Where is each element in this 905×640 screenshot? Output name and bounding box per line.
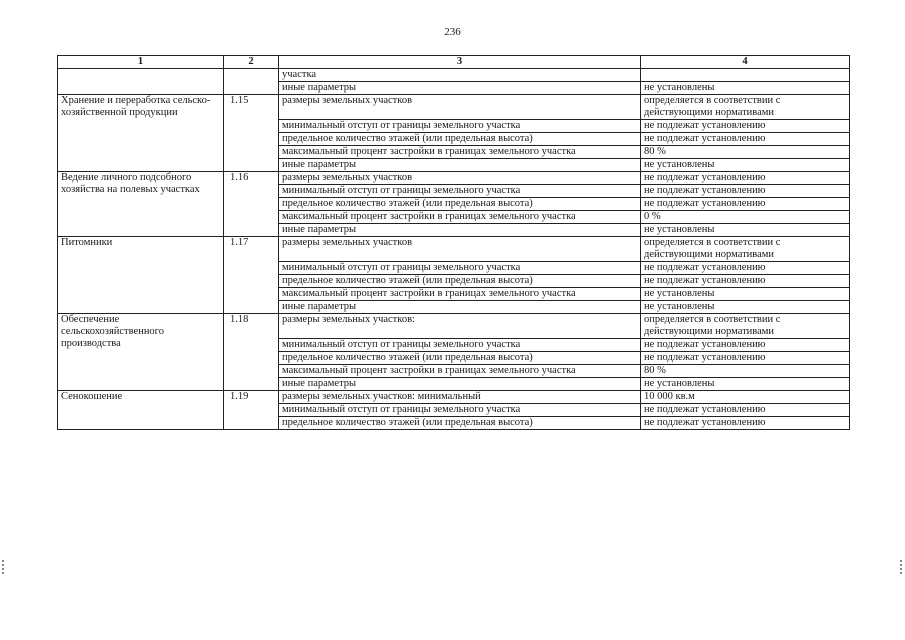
- land-use-cell: Ведение личного подсобного хозяйства на полевых участках: [58, 172, 224, 237]
- value-cell: [641, 69, 850, 82]
- header-col-2: 2: [224, 56, 279, 69]
- zoning-parameters-table: [57, 55, 850, 430]
- parameter-cell: минимальный отступ от границы земельного участка: [279, 185, 641, 198]
- value-cell: 0 %: [641, 211, 850, 224]
- code-cell: 1.17: [224, 237, 279, 314]
- page-number: 236: [444, 26, 461, 38]
- value-cell: не подлежат установлению: [641, 133, 850, 146]
- parameter-cell: предельное количество этажей (или предельная высота): [279, 352, 641, 365]
- value-cell: не установлены: [641, 288, 850, 301]
- scan-edge-mark-left: [2, 560, 4, 574]
- value-cell: определяется в соответствии с действующими нормативами: [641, 237, 850, 262]
- table-row: [58, 237, 850, 262]
- value-cell: не подлежат установлению: [641, 120, 850, 133]
- land-use-cell: Питомники: [58, 237, 224, 314]
- scan-edge-mark-right: [900, 560, 902, 574]
- parameter-cell: размеры земельных участков: [279, 237, 641, 262]
- parameter-cell: предельное количество этажей (или предельная высота): [279, 198, 641, 211]
- parameter-cell: максимальный процент застройки в границах земельного участка: [279, 365, 641, 378]
- parameter-cell: минимальный отступ от границы земельного участка: [279, 262, 641, 275]
- value-cell: не подлежат установлению: [641, 404, 850, 417]
- table-row: [58, 95, 850, 120]
- parameter-cell: максимальный процент застройки в границах земельного участка: [279, 211, 641, 224]
- header-col-3: 3: [279, 56, 641, 69]
- code-cell: 1.18: [224, 314, 279, 391]
- value-cell: не установлены: [641, 301, 850, 314]
- value-cell: не подлежат установлению: [641, 172, 850, 185]
- value-cell: не подлежат установлению: [641, 339, 850, 352]
- parameter-cell: иные параметры: [279, 378, 641, 391]
- value-cell: не подлежат установлению: [641, 352, 850, 365]
- parameter-cell: иные параметры: [279, 224, 641, 237]
- parameter-cell: иные параметры: [279, 301, 641, 314]
- parameter-cell: размеры земельных участков: [279, 95, 641, 120]
- parameter-cell: размеры земельных участков: [279, 172, 641, 185]
- header-col-1: 1: [58, 56, 224, 69]
- header-col-4: 4: [641, 56, 850, 69]
- value-cell: 10 000 кв.м: [641, 391, 850, 404]
- parameter-cell: минимальный отступ от границы земельного участка: [279, 404, 641, 417]
- value-cell: не установлены: [641, 224, 850, 237]
- value-cell: не подлежат установлению: [641, 275, 850, 288]
- value-cell: не подлежат установлению: [641, 185, 850, 198]
- code-cell: [224, 69, 279, 95]
- land-use-cell: [58, 69, 224, 95]
- table-row: [58, 314, 850, 339]
- parameter-cell: иные параметры: [279, 159, 641, 172]
- parameter-cell: максимальный процент застройки в границах земельного участка: [279, 288, 641, 301]
- parameter-cell: максимальный процент застройки в границах земельного участка: [279, 146, 641, 159]
- code-cell: 1.16: [224, 172, 279, 237]
- parameter-cell: минимальный отступ от границы земельного участка: [279, 120, 641, 133]
- table-header-row: [58, 56, 850, 69]
- code-cell: 1.19: [224, 391, 279, 430]
- parameter-cell: предельное количество этажей (или предельная высота): [279, 417, 641, 430]
- value-cell: не подлежат установлению: [641, 262, 850, 275]
- parameter-cell: иные параметры: [279, 82, 641, 95]
- value-cell: не установлены: [641, 82, 850, 95]
- parameter-cell: предельное количество этажей (или предельная высота): [279, 133, 641, 146]
- land-use-cell: Обеспечение сельскохозяйственного производства: [58, 314, 224, 391]
- value-cell: определяется в соответствии с действующими нормативами: [641, 95, 850, 120]
- value-cell: 80 %: [641, 365, 850, 378]
- table-row: [58, 172, 850, 185]
- parameter-cell: размеры земельных участков: минимальный: [279, 391, 641, 404]
- code-cell: 1.15: [224, 95, 279, 172]
- value-cell: не подлежат установлению: [641, 198, 850, 211]
- parameter-cell: участка: [279, 69, 641, 82]
- parameter-cell: минимальный отступ от границы земельного участка: [279, 339, 641, 352]
- parameter-cell: размеры земельных участков:: [279, 314, 641, 339]
- table-row: [58, 391, 850, 404]
- value-cell: не установлены: [641, 159, 850, 172]
- value-cell: не подлежат установлению: [641, 417, 850, 430]
- table-row: [58, 69, 850, 82]
- value-cell: 80 %: [641, 146, 850, 159]
- parameter-cell: предельное количество этажей (или предельная высота): [279, 275, 641, 288]
- land-use-cell: Сенокошение: [58, 391, 224, 430]
- value-cell: определяется в соответствии с действующими нормативами: [641, 314, 850, 339]
- land-use-cell: Хранение и переработка сельско-хозяйственной продукции: [58, 95, 224, 172]
- value-cell: не установлены: [641, 378, 850, 391]
